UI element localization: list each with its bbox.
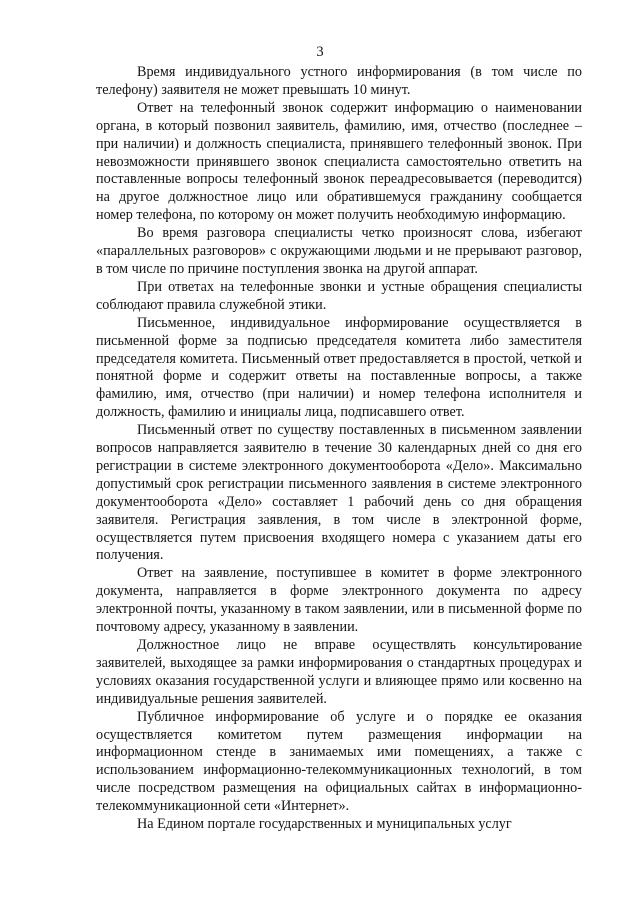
- paragraph-service-ethics: При ответах на телефонные звонки и устные обращения специалисты соблюдают правила служебной этики.: [96, 278, 582, 313]
- paragraph-consulting-limits: Должностное лицо не вправе осуществлять консультирование заявителей, выходящее за рамки информирования о стандартных процедурах и условиях оказания государственной услуги и влияющее прямо или косвенно на индивидуальные решения заявителей.: [96, 637, 582, 707]
- paragraph-unified-portal: На Едином портале государственных и муниципальных услуг: [137, 816, 512, 833]
- page-number: 3: [316, 44, 324, 60]
- paragraph-written-answer-deadline: Письменный ответ по существу поставленных в письменном заявлении вопросов направляется заявителю в течение 30 календарных дней со дня его регистрации в системе электронного документооборота «Дело». Максимально допустимый срок регистрации письменного заявления в системе электронного документооборота «Дело» составляет 1 рабочий день со дня обращения заявителя. Регистрация заявления, в том числе в электронной форме, осуществляется путем присвоения входящего номера с указанием даты его получения.: [96, 422, 582, 564]
- paragraph-conversation-rules: Во время разговора специалисты четко произносят слова, избегают «параллельных разговоров» с окружающими людьми и не прерывают разговор, в том числе по причине поступления звонка на другой аппарат.: [96, 225, 582, 277]
- document-body: [96, 64, 582, 834]
- paragraph-public-informing: Публичное информирование об услуге и о порядке ее оказания осуществляется комитетом путем размещения информации на информационном стенде в занимаемых ими помещениях, а также с использованием информационно-телекоммуникационных технологий, в том числе посредством размещения на официальных сайтах в информационно-телекоммуникационной сети «Интернет».: [96, 708, 582, 815]
- paragraph-oral-info-duration: Время индивидуального устного информирования (в том числе по телефону) заявителя не может превышать 10 минут.: [96, 64, 582, 98]
- paragraph-electronic-answer: Ответ на заявление, поступившее в комитет в форме электронного документа, направляется в форме электронного документа по адресу электронной почты, указанному в таком заявлении, или в письменной форме по почтовому адресу, указанному в заявлении.: [96, 565, 582, 636]
- paragraph-phone-answer-content: Ответ на телефонный звонок содержит информацию о наименовании органа, в который позвонил заявитель, фамилию, имя, отчество (последнее – при наличии) и должность специалиста, принявшего телефонный звонок. При невозможности принявшего звонок специалиста самостоятельно ответить на поставленные вопросы телефонный звонок переадресовывается (переводится) на другое должностное лицо или обратившемуся гражданину сообщается номер телефона, по которому он может получить необходимую информацию.: [96, 99, 582, 224]
- paragraph-written-informing: Письменное, индивидуальное информирование осуществляется в письменной форме за подписью председателя комитета либо заместителя председателя комитета. Письменный ответ предоставляется в простой, четкой и понятной форме и содержит ответы на поставленные вопросы, а также фамилию, имя, отчество (при наличии) и номер телефона исполнителя и должность, фамилию и инициалы лица, подписавшего ответ.: [96, 314, 582, 421]
